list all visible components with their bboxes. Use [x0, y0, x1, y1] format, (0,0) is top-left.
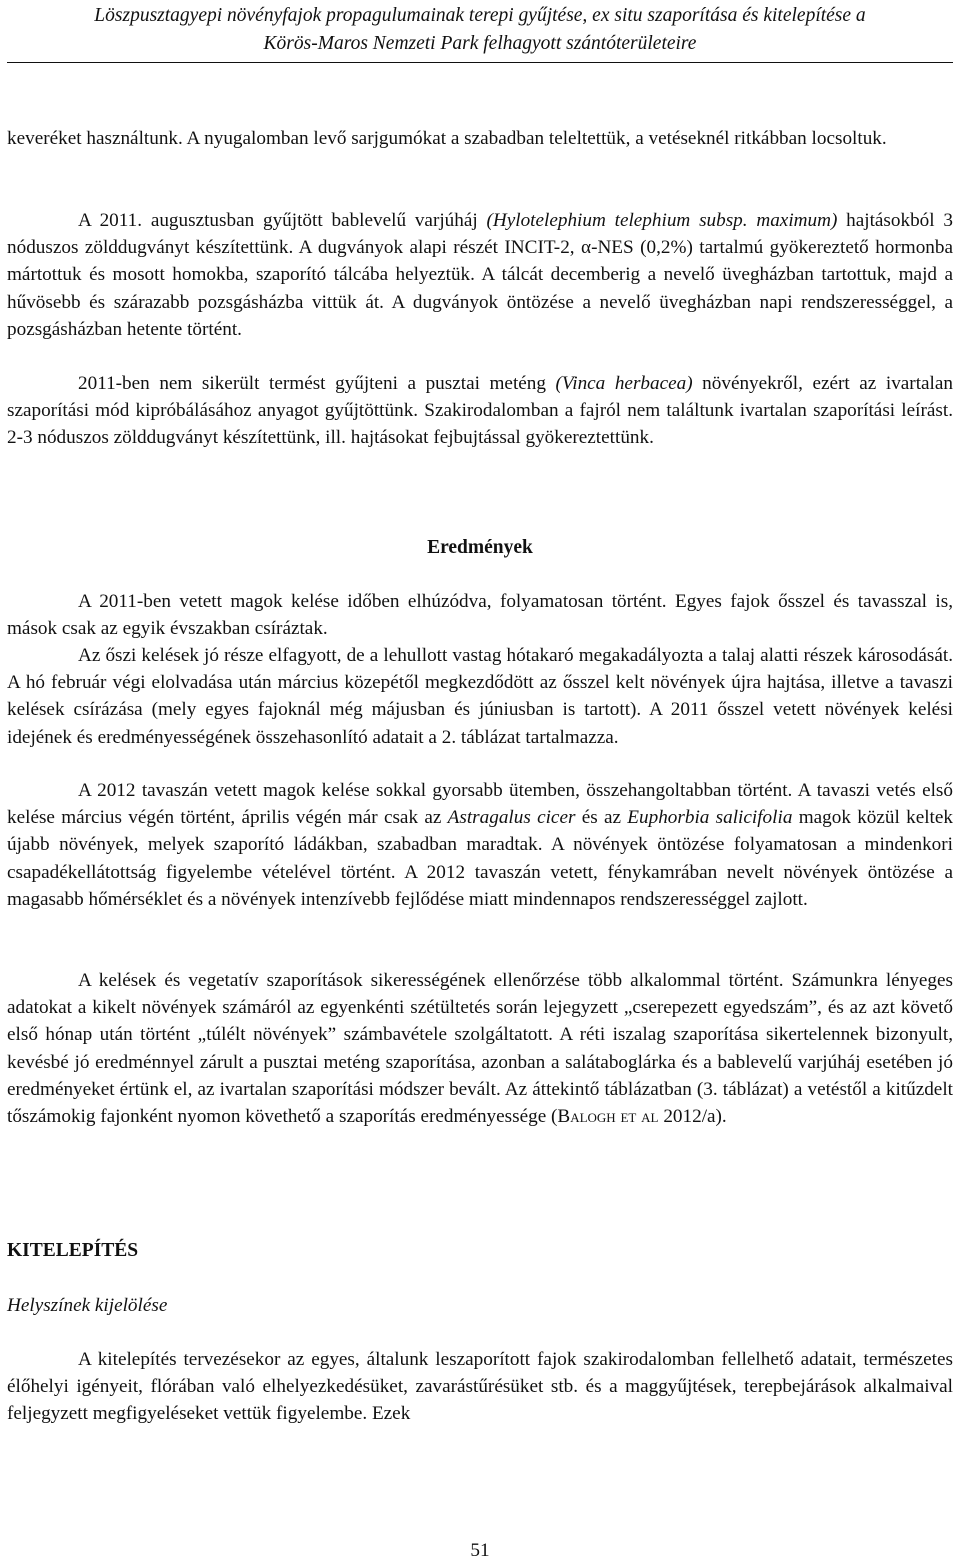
paragraph-6-text: és az	[575, 807, 628, 829]
paragraph-7	[7, 967, 953, 1130]
paragraph-3-text: 2011-ben nem sikerült termést gyűjteni a pusztai meténg	[78, 373, 556, 394]
page-number: 51	[470, 1540, 490, 1561]
paragraph-3	[7, 370, 953, 452]
species-name: (Vinca herbacea)	[555, 373, 693, 394]
paragraph-8: A kitelepítés tervezésekor az egyes, általunk leszaporított fajok szakirodalomban fellelhető adatait, természetes élőhelyi igényeit, flórában való elhelyezkedésüket, zavarástűrésüket stb. és a maggyűjtések, terepbejárások alkalmaival feljegyzett megfigyeléseket vettük figyelembe. Ezek	[7, 1349, 953, 1425]
paragraph-5: Az őszi kelések jó része elfagyott, de a lehullott vastag hótakaró megakadályozta a talaj alatti részek károsodását. A hó február végi elolvadása után március közepétől megkezdődött az ősszel kelt növények újra hajtása, illetve a tavaszi kelések csírázása (mely egyes fajoknál még májusban és júniusban is tartott). A 2011 ősszel vetett növények kelési idejének és eredményességének összehasonlító adatait a 2. táblázat tartalmazza.	[7, 645, 953, 748]
paragraph-6-text: magok közül keltek újabb növények, melyek szaporító ládákban, szabadban maradtak. A növények öntözése folyamatosan a mindenkori csapadékellátottság figyelembe vételével történt. A 2012 tavaszán vetett, fénykamrában nevelt növények öntözése a magasabb hőmérséklet és a növények intenzívebb fejlődése miatt mindennapos rendszerességgel zajlott.	[7, 807, 953, 910]
header-line-2: Körös-Maros Nemzeti Park felhagyott szántóterületeire	[263, 33, 697, 54]
section-heading: KITELEPÍTÉS	[7, 1240, 139, 1261]
citation-authors: Balogh et al	[557, 1106, 659, 1128]
paragraph-7-text: A kelések és vegetatív szaporítások sikerességének ellenőrzése több alkalommal történt. Számunkra lényeges adatokat a kikelt növények számáról az egyenkénti szétültetés során lejegyzett „cserepezett egyedszám”, és az azt követő első hónap után történt „túlélt növények” számbavétele szolgáltatott. A réti iszalag szaporítása sikertelennek bizonyult, kevésbé jó eredménnyel zárult a pusztai meténg szaporítása, azonban a salátaboglárka és a bablevelű varjúháj esetében jó eredményeket értünk el, az ivartalan szaporítási módszer bevált. Az áttekintő táblázatban (3. táblázat) a vetéstől a kitűzdelt tőszámokig fajonként nyomon követhető a szaporítás eredményessége (	[7, 970, 953, 1128]
paragraph-1: keveréket használtunk. A nyugalomban levő sarjgumókat a szabadban teleltettük, a vetéseknél ritkábban locsoltuk.	[7, 128, 887, 149]
paragraph-3-text: növényekről, ezért az ivartalan szaporítási mód kipróbálásához anyagot gyűjtöttünk. Szakirodalomban a fajról nem találtunk ivartalan szaporítási leírást. 2-3 nóduszos zölddugványt készítettünk, ill. hajtásokat fejbujtással gyökereztettünk.	[7, 373, 953, 449]
subsection-heading: Helyszínek kijelölése	[7, 1295, 168, 1316]
header-divider	[7, 62, 953, 63]
paragraph-7-text: 2012/a).	[658, 1106, 727, 1128]
document-page	[7, 0, 953, 1563]
running-header	[7, 2, 953, 58]
species-name: Astragalus cicer	[447, 807, 576, 829]
paragraph-2-text: A 2011. augusztusban gyűjtött bablevelű varjúháj	[78, 210, 487, 231]
species-name: (Hylotelephium telephium subsp. maximum)	[486, 210, 838, 231]
results-heading: Eredmények	[427, 537, 533, 558]
paragraph-2-text: hajtásokból 3 nóduszos zölddugványt készítettünk. A dugványok alapi részét INCIT-2, α-NES (0,2%) tartalmú gyökereztető hormonba mártottuk és mosott homokba, szaporító tálcába helyeztük. A tálcát decemberig a nevelő üvegházban tartottuk, majd a hűvösebb és szárazabb pozsgásházba vittük át. A dugványok öntözése a nevelő üvegházban napi rendszerességgel, a pozsgásházban hetente történt.	[7, 210, 953, 340]
paragraph-6-text: A 2012 tavaszán vetett magok kelése sokkal gyorsabb ütemben, összehangoltabban történt. A tavaszi vetés első kelése március végén történt, április végén már csak az	[7, 780, 953, 829]
header-line-1: Löszpusztagyepi növényfajok propagulumainak terepi gyűjtése, ex situ szaporítása és kitelepítése a	[94, 5, 866, 26]
paragraph-4: A 2011-ben vetett magok kelése időben elhúzódva, folyamatosan történt. Egyes fajok ősszel és tavasszal is, mások csak az egyik évszakban csíráztak.	[7, 591, 953, 640]
species-name: Euphorbia salicifolia	[627, 807, 793, 829]
paragraph-6	[7, 777, 953, 913]
paragraph-2	[7, 207, 953, 343]
